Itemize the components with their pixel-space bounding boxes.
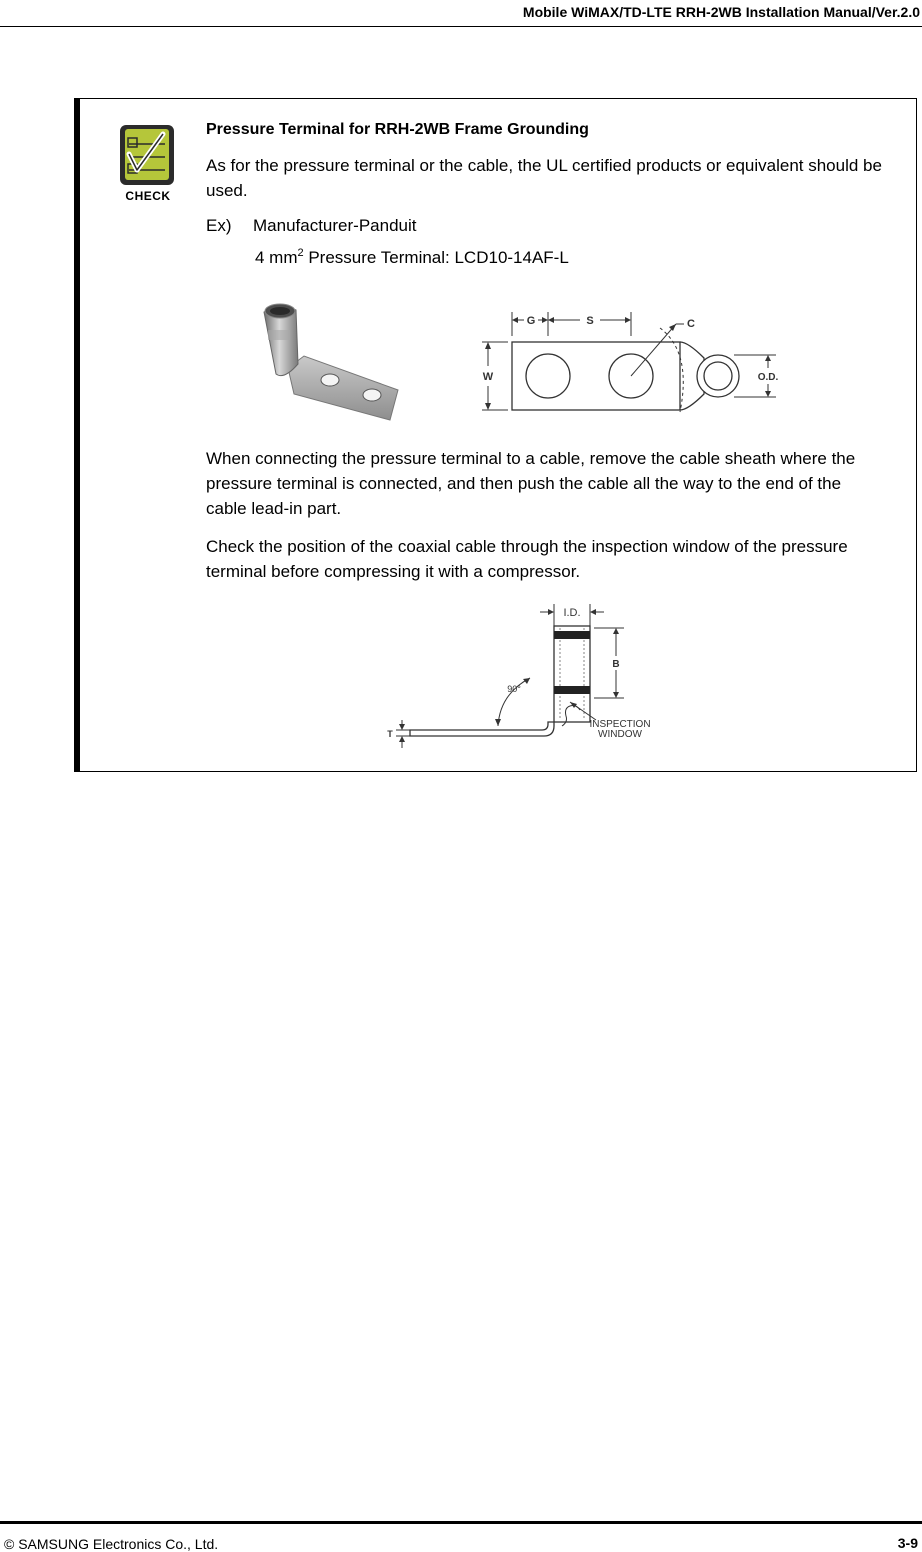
pressure-terminal-photo xyxy=(258,294,404,426)
example-line xyxy=(206,213,416,238)
note-paragraph-inspection: Check the position of the coaxial cable through the inspection window of the pressure terminal before compressing it with a compressor. xyxy=(206,537,848,581)
running-header: Mobile WiMAX/TD-LTE RRH-2WB Installation Manual/Ver.2.0 xyxy=(522,4,920,20)
note-title: Pressure Terminal for RRH-2WB Frame Grounding xyxy=(206,121,589,138)
side-label-id: I.D. xyxy=(563,607,581,619)
page-number: 3-9 xyxy=(897,1535,918,1551)
footer-copyright: © SAMSUNG Electronics Co., Ltd. xyxy=(4,1536,219,1552)
side-label-inspection-1: INSPECTION xyxy=(589,719,651,730)
side-label-inspection-2: WINDOW xyxy=(598,729,642,740)
terminal-side-diagram xyxy=(380,598,660,750)
note-paragraph-ul-certified: As for the pressure terminal or the cable, the UL certified products or equivalent should be used. xyxy=(206,156,882,200)
dim-label-od: O.D. xyxy=(757,372,779,383)
terminal-size: 4 mm xyxy=(255,248,298,267)
footer-divider xyxy=(0,1521,922,1524)
dim-label-s: S xyxy=(586,315,594,327)
manufacturer-text: Manufacturer-Panduit xyxy=(253,216,417,235)
dim-label-g: G xyxy=(526,315,536,327)
terminal-spec-line xyxy=(255,245,569,270)
example-label: Ex) xyxy=(206,216,232,235)
side-label-t: T xyxy=(387,729,393,739)
dim-label-c: C xyxy=(687,318,695,330)
terminal-spec-text: Pressure Terminal: LCD10-14AF-L xyxy=(303,248,569,267)
note-paragraph-cable-sheath: When connecting the pressure terminal to a cable, remove the cable sheath where the pressure terminal is connected, and then push the cable all the way to the end of the cable lead-in part. xyxy=(206,449,856,518)
side-label-angle: 90° xyxy=(507,684,521,694)
dim-label-w: W xyxy=(482,371,494,383)
terminal-dimension-diagram xyxy=(478,306,784,418)
terminal-size-exponent: 2 xyxy=(297,247,304,259)
check-icon-label: CHECK xyxy=(125,189,171,203)
side-label-b: B xyxy=(612,659,620,670)
header-divider xyxy=(0,26,922,27)
